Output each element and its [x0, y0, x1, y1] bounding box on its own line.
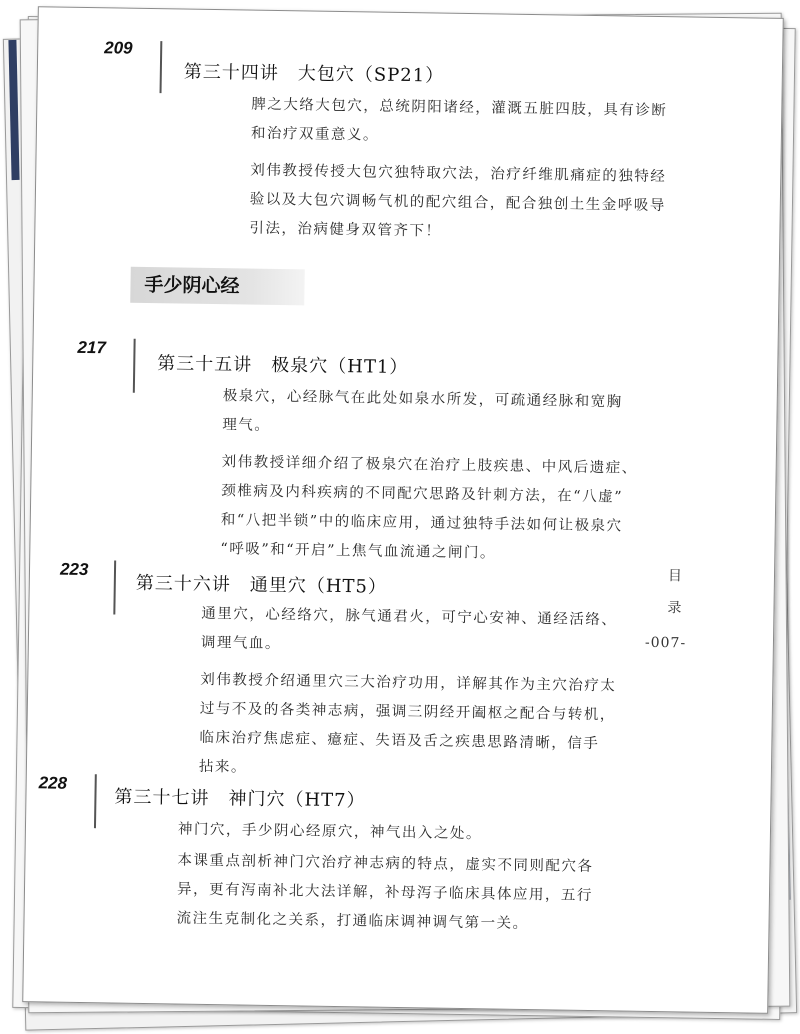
- divider-line: [133, 339, 135, 393]
- page-ref-number: 223: [59, 559, 89, 580]
- lecture-title: 第三十四讲 大包穴（SP21）: [183, 61, 445, 87]
- page-ref-number: 228: [38, 773, 68, 793]
- section-header: 手少阴心经: [130, 267, 305, 306]
- toc-label-char: 录: [667, 600, 682, 617]
- toc-label-char: 目: [667, 568, 683, 585]
- divider-line: [113, 560, 115, 614]
- document-page: [22, 6, 784, 1014]
- lecture-description: 神门穴，手少阴心经原穴，神气出入之处。 本课重点剖析神门穴治疗神志病的特点，虚实不同则配穴各 异，更有泻南补北大法详解，补母泻子临床具体应用，五行 流注生克制化之关系，打通临床调神调气第一关。: [176, 821, 594, 933]
- lecture-title: 第三十五讲 极泉穴（HT1）: [157, 353, 409, 379]
- lecture-description: 脾之大络大包穴，总统阴阳诸经，灌溉五脏四肢，具有诊断 和治疗双重意义。 刘伟教授传授大包穴独特取穴法，治疗纤维肌痛症的独特经 验以及大包穴调畅气机的配穴组合，配合独创土生金呼吸导 引法，治病健身双管齐下！: [249, 96, 668, 240]
- page-ref-number: 209: [104, 38, 133, 58]
- divider-line: [160, 41, 162, 93]
- lecture-title: 第三十六讲 通里穴（HT5）: [135, 572, 388, 598]
- lecture-title: 第三十七讲 神门穴（HT7）: [114, 786, 366, 812]
- divider-line: [94, 774, 96, 828]
- folio-page-number: -007-: [644, 634, 687, 652]
- lecture-description: 通里穴，心经络穴，脉气通君火，可宁心安神、通经活络、 调理气血。 刘伟教授介绍通里穴三大治疗功用，详解其作为主穴治疗太 过与不及的各类神志病，强调三阴经开阖枢之配合与转机， 临床治疗焦虑症、癔症、失语及舌之疾患思路清晰，信手 拈来。: [198, 605, 618, 776]
- lecture-description: 极泉穴，心经脉气在此处如泉水所发，可疏通经脉和宽胸 理气。 刘伟教授详细介绍了极泉穴在治疗上肢疾患、中风后遗症、 颈椎病及内科疾病的不同配穴思路及针刺方法，在“八虚” 和“八把半锁”中的临床应用，通过独特手法如何让极泉穴 “呼吸”和“开启”上焦气血流通之闸门。: [220, 388, 638, 562]
- page-ref-number: 217: [77, 337, 107, 358]
